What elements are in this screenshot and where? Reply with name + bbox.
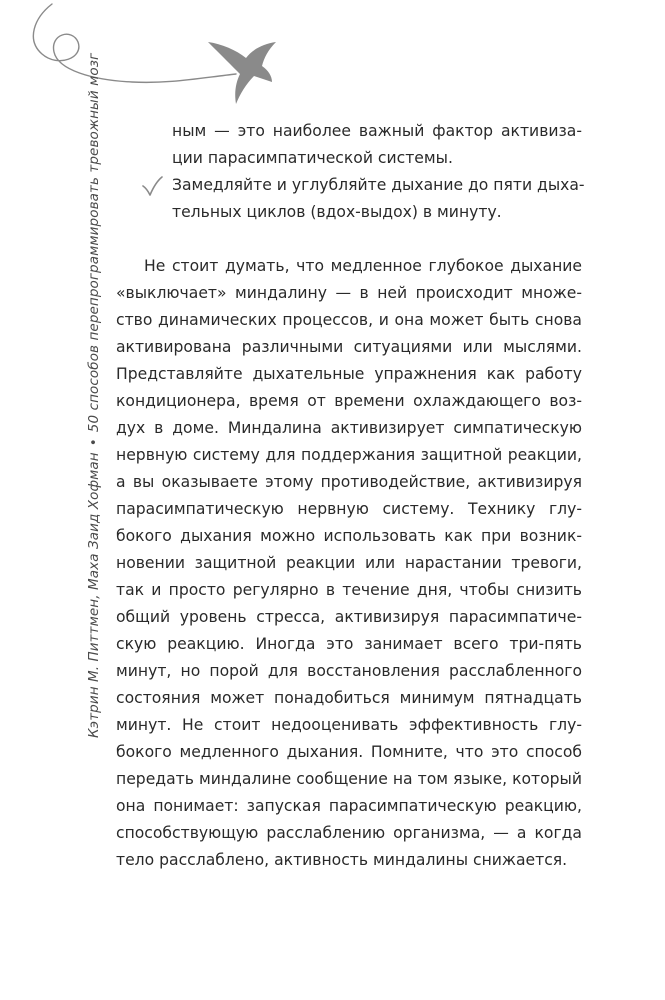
paragraph-line: так и просто регулярно в течение дня, чтобы снизить <box>116 581 582 599</box>
curly-line-icon <box>33 4 236 82</box>
paragraph-line: Не стоит думать, что медленное глубокое дыхание <box>144 257 582 275</box>
running-head-separator: • <box>86 438 102 447</box>
paragraph-line: дух в доме. Миндалина активизирует симпатическую <box>116 419 582 437</box>
list-line: ным — это наиболее важный фактор активиза- <box>172 122 582 140</box>
paragraph-line: ство динамических процессов, и она может быть снова <box>116 311 582 329</box>
paragraph-line: а вы оказываете этому противодействие, активизируя <box>116 473 582 491</box>
paragraph-line: новении защитной реакции или нарастании тревоги, <box>116 554 582 572</box>
paragraph-line: нервную систему для поддержания защитной реакции, <box>116 446 582 464</box>
paragraph-line: «выключает» миндалину — в ней происходит множе- <box>116 284 582 302</box>
paragraph-line: минут, но порой для восстановления расслабленного <box>116 662 582 680</box>
paragraph-line: кондиционера, время от времени охлаждающего воз- <box>116 392 582 410</box>
spacer <box>116 226 582 253</box>
paragraph-line: парасимпатическую нервную систему. Технику глу- <box>116 500 582 518</box>
paragraph-line: общий уровень стресса, активизируя парасимпатиче- <box>116 608 582 626</box>
paragraph-line: скую реакцию. Иногда это занимает всего три-пять <box>116 635 582 653</box>
list-line: тельных циклов (вдох-выдох) в минуту. <box>172 203 502 221</box>
paragraph-line: состояния может понадобиться минимум пятнадцать <box>116 689 582 707</box>
paragraph-line: тело расслаблено, активность миндалины снижается. <box>116 851 568 869</box>
list-line: ции парасимпатической системы. <box>172 149 453 167</box>
paragraph-line: она понимает: запуская парасимпатическую реакцию, <box>116 797 582 815</box>
checkmark-icon <box>141 175 163 197</box>
paragraph <box>116 253 582 874</box>
running-head-book-title: 50 способов перепрограммировать тревожный мозг <box>86 52 102 433</box>
paragraph-line: бокого медленного дыхания. Помните, что это способ <box>116 743 582 761</box>
paragraph-line: активирована различными ситуациями или мыслями. <box>116 338 582 356</box>
paragraph-line: Представляйте дыхательные упражнения как работу <box>116 365 582 383</box>
list-continuation <box>116 118 582 172</box>
paragraph-line: минут. Не стоит недооценивать эффективность глу- <box>116 716 582 734</box>
paragraph-line: способствующую расслаблению организма, — а когда <box>116 824 582 842</box>
running-head-authors: Кэтрин М. Питтмен, Маха Заид Хофман <box>86 452 102 738</box>
decorative-flourish <box>0 0 665 120</box>
list-item <box>116 172 585 226</box>
bird-silhouette-icon <box>208 42 276 104</box>
list-line: Замедляйте и углубляйте дыхание до пяти дыха- <box>172 176 585 194</box>
page-body <box>116 118 585 874</box>
paragraph-line: бокого дыхания можно использовать как при возник- <box>116 527 582 545</box>
running-head-text <box>86 48 102 738</box>
paragraph-line: передать миндалине сообщение на том языке, который <box>116 770 582 788</box>
